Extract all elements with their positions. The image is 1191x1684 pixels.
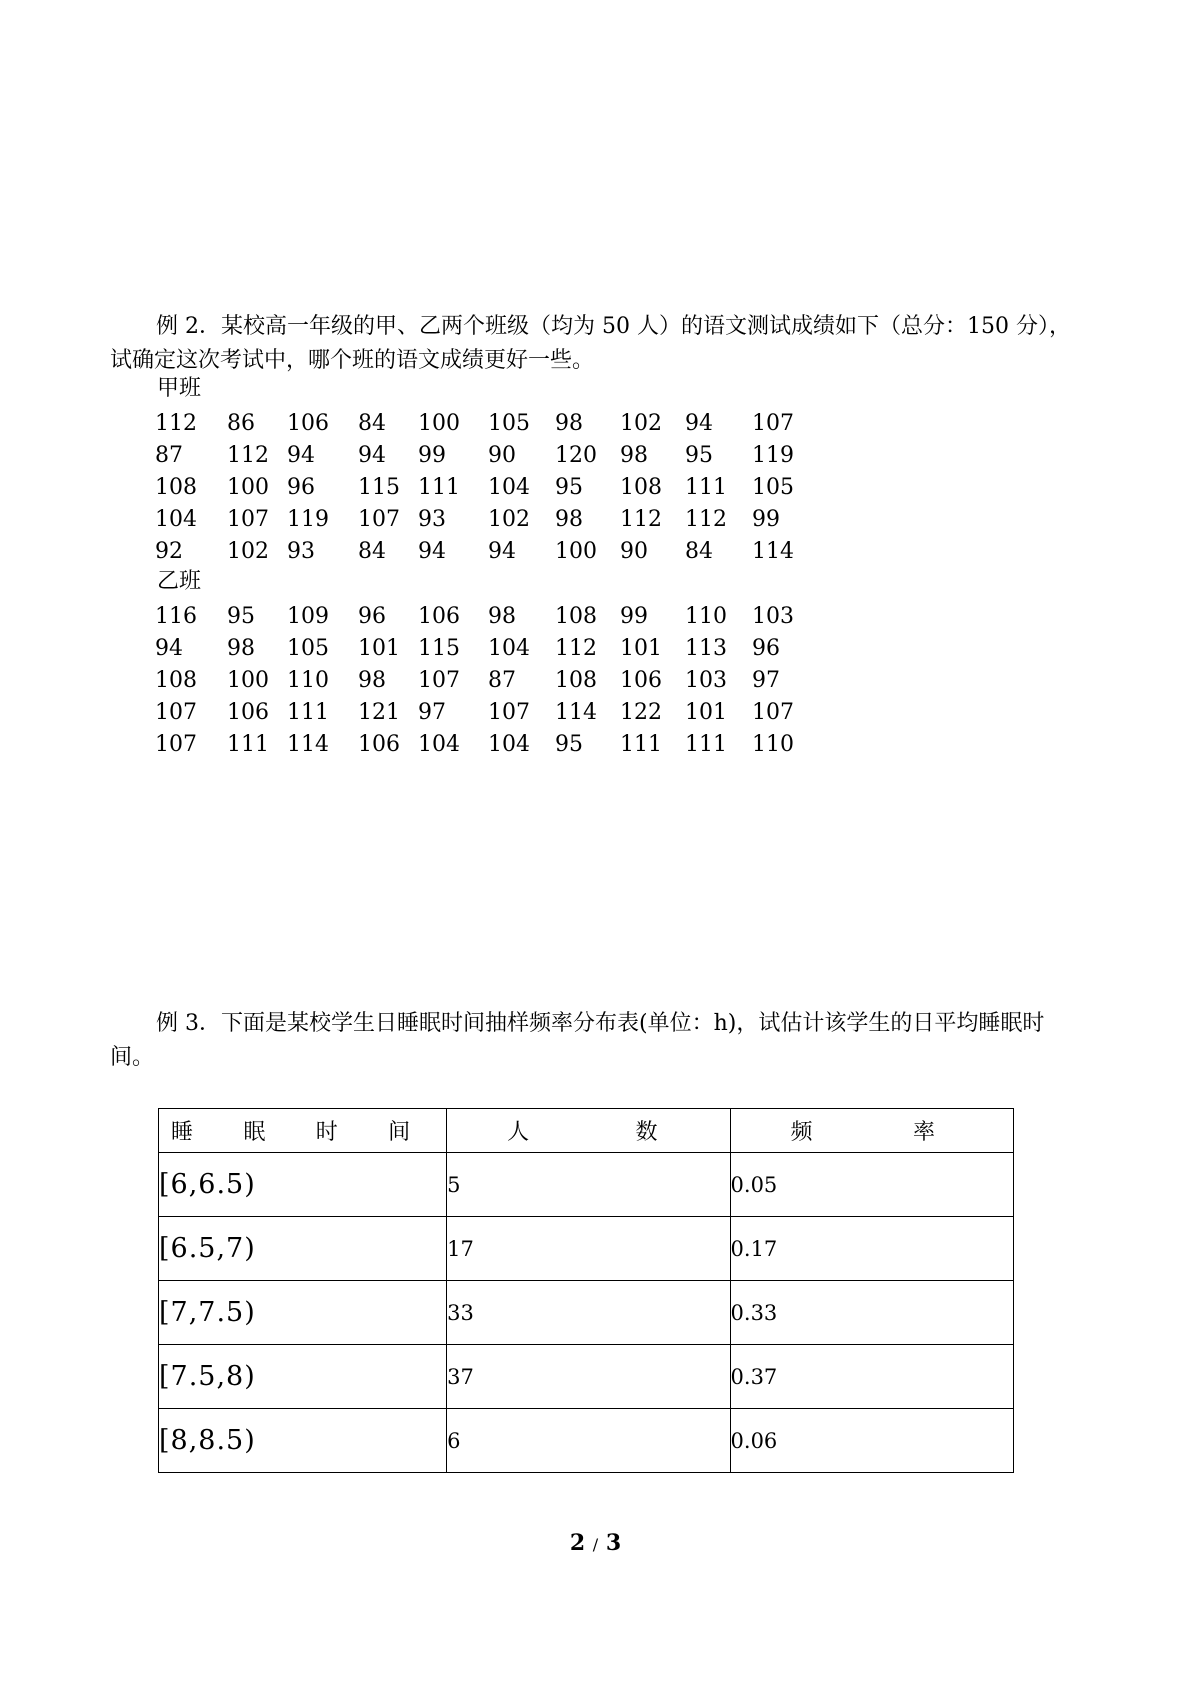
header-sleep-time-chars: [159, 1115, 446, 1146]
score-cell: 97: [418, 700, 446, 725]
score-cell: 109: [287, 604, 329, 629]
frequency-cell: 0.37: [730, 1345, 1013, 1409]
score-cell: 95: [555, 732, 583, 757]
score-cell: 94: [418, 539, 446, 564]
score-cell: 96: [287, 475, 315, 500]
header-char: 率: [912, 1120, 935, 1145]
interval-cell: [6,6.5): [159, 1153, 447, 1217]
score-cell: 112: [620, 507, 662, 532]
count-cell: 37: [447, 1345, 730, 1409]
class-a-score-row: [155, 472, 815, 504]
header-char: 数: [635, 1120, 658, 1145]
score-cell: 107: [358, 507, 400, 532]
score-cell: 98: [555, 411, 583, 436]
score-cell: 115: [418, 636, 460, 661]
score-cell: 104: [488, 636, 530, 661]
example-2-text: 例 2．某校高一年级的甲、乙两个班级（均为 50 人）的语文测试成绩如下（总分：150 分），试确定这次考试中，哪个班的语文成绩更好一些。: [110, 314, 1071, 373]
class-b-score-row: [155, 601, 815, 633]
score-cell: 114: [287, 732, 329, 757]
score-cell: 119: [752, 443, 794, 468]
class-a-score-row: [155, 408, 815, 440]
score-cell: 103: [685, 668, 727, 693]
score-cell: 98: [227, 636, 255, 661]
header-char: 睡: [171, 1120, 194, 1145]
class-a-score-row: [155, 440, 815, 472]
score-cell: 90: [620, 539, 648, 564]
header-frequency: [730, 1109, 1013, 1153]
score-cell: 108: [555, 604, 597, 629]
score-cell: 100: [227, 475, 269, 500]
score-cell: 107: [752, 411, 794, 436]
score-cell: 101: [685, 700, 727, 725]
score-cell: 104: [488, 732, 530, 757]
table-header-row: [159, 1109, 1014, 1153]
score-cell: 98: [555, 507, 583, 532]
table-row: [159, 1345, 1014, 1409]
score-cell: 94: [358, 443, 386, 468]
class-b-score-row: [155, 729, 815, 761]
score-cell: 98: [620, 443, 648, 468]
class-b-score-row: [155, 697, 815, 729]
score-cell: 106: [287, 411, 329, 436]
class-a-score-grid: [155, 408, 815, 568]
score-cell: 114: [752, 539, 794, 564]
header-char: 频: [790, 1120, 813, 1145]
score-cell: 112: [155, 411, 197, 436]
score-cell: 108: [155, 475, 197, 500]
sleep-frequency-table: [158, 1108, 1014, 1473]
interval-cell: [7.5,8): [159, 1345, 447, 1409]
score-cell: 110: [752, 732, 794, 757]
score-cell: 111: [227, 732, 269, 757]
table-row: [159, 1217, 1014, 1281]
score-cell: 107: [488, 700, 530, 725]
score-cell: 111: [620, 732, 662, 757]
score-cell: 99: [752, 507, 780, 532]
score-cell: 84: [358, 411, 386, 436]
score-cell: 84: [358, 539, 386, 564]
score-cell: 108: [620, 475, 662, 500]
score-cell: 107: [752, 700, 794, 725]
score-cell: 92: [155, 539, 183, 564]
score-cell: 87: [488, 668, 516, 693]
interval-cell: [7,7.5): [159, 1281, 447, 1345]
score-cell: 111: [685, 475, 727, 500]
header-frequency-chars: [731, 1115, 1013, 1146]
score-cell: 114: [555, 700, 597, 725]
count-cell: 17: [447, 1217, 730, 1281]
page-current: 2: [569, 1530, 586, 1556]
score-cell: 102: [620, 411, 662, 436]
score-cell: 95: [227, 604, 255, 629]
score-cell: 102: [488, 507, 530, 532]
score-cell: 111: [685, 732, 727, 757]
score-cell: 97: [752, 668, 780, 693]
score-cell: 106: [358, 732, 400, 757]
score-cell: 105: [488, 411, 530, 436]
score-cell: 98: [488, 604, 516, 629]
score-cell: 105: [287, 636, 329, 661]
score-cell: 110: [685, 604, 727, 629]
score-cell: 104: [488, 475, 530, 500]
score-cell: 108: [155, 668, 197, 693]
header-count: [447, 1109, 730, 1153]
class-a-score-row: [155, 504, 815, 536]
header-char: 眠: [243, 1120, 266, 1145]
score-cell: 107: [418, 668, 460, 693]
score-cell: 94: [287, 443, 315, 468]
score-cell: 112: [227, 443, 269, 468]
score-cell: 96: [752, 636, 780, 661]
score-cell: 107: [227, 507, 269, 532]
interval-cell: [6.5,7): [159, 1217, 447, 1281]
count-cell: 33: [447, 1281, 730, 1345]
class-b-label: 乙班: [157, 569, 202, 594]
frequency-cell: 0.06: [730, 1409, 1013, 1473]
class-b-score-row: [155, 633, 815, 665]
score-cell: 98: [358, 668, 386, 693]
score-cell: 86: [227, 411, 255, 436]
score-cell: 101: [620, 636, 662, 661]
interval-cell: [8,8.5): [159, 1409, 447, 1473]
score-cell: 96: [358, 604, 386, 629]
score-cell: 94: [685, 411, 713, 436]
count-cell: 5: [447, 1153, 730, 1217]
score-cell: 113: [685, 636, 727, 661]
score-cell: 102: [227, 539, 269, 564]
table-row: [159, 1153, 1014, 1217]
score-cell: 111: [287, 700, 329, 725]
header-sleep-time: [159, 1109, 447, 1153]
score-cell: 106: [620, 668, 662, 693]
class-a-label: 甲班: [157, 376, 202, 401]
score-cell: 116: [155, 604, 197, 629]
header-char: 时: [315, 1120, 338, 1145]
score-cell: 119: [287, 507, 329, 532]
score-cell: 112: [685, 507, 727, 532]
score-cell: 99: [418, 443, 446, 468]
frequency-cell: 0.33: [730, 1281, 1013, 1345]
score-cell: 95: [555, 475, 583, 500]
frequency-cell: 0.05: [730, 1153, 1013, 1217]
score-cell: 99: [620, 604, 648, 629]
score-cell: 100: [555, 539, 597, 564]
score-cell: 93: [287, 539, 315, 564]
score-cell: 103: [752, 604, 794, 629]
score-cell: 122: [620, 700, 662, 725]
score-cell: 100: [227, 668, 269, 693]
class-b-score-grid: [155, 601, 815, 761]
score-cell: 106: [418, 604, 460, 629]
class-a-score-row: [155, 536, 815, 568]
score-cell: 87: [155, 443, 183, 468]
score-cell: 94: [155, 636, 183, 661]
table-row: [159, 1281, 1014, 1345]
header-char: 人: [507, 1120, 530, 1145]
score-cell: 112: [555, 636, 597, 661]
header-char: 间: [388, 1120, 411, 1145]
score-cell: 100: [418, 411, 460, 436]
score-cell: 90: [488, 443, 516, 468]
header-count-chars: [447, 1115, 729, 1146]
count-cell: 6: [447, 1409, 730, 1473]
page-separator: /: [592, 1535, 599, 1554]
score-cell: 110: [287, 668, 329, 693]
page-number: [0, 1530, 1191, 1556]
score-cell: 104: [155, 507, 197, 532]
score-cell: 93: [418, 507, 446, 532]
score-cell: 115: [358, 475, 400, 500]
score-cell: 106: [227, 700, 269, 725]
page-total: 3: [605, 1530, 622, 1556]
score-cell: 101: [358, 636, 400, 661]
score-cell: 111: [418, 475, 460, 500]
score-cell: 120: [555, 443, 597, 468]
score-cell: 104: [418, 732, 460, 757]
score-cell: 94: [488, 539, 516, 564]
score-cell: 121: [358, 700, 400, 725]
table-row: [159, 1409, 1014, 1473]
score-cell: 107: [155, 732, 197, 757]
score-cell: 107: [155, 700, 197, 725]
score-cell: 95: [685, 443, 713, 468]
score-cell: 84: [685, 539, 713, 564]
class-b-score-row: [155, 665, 815, 697]
score-cell: 105: [752, 475, 794, 500]
example-3-text: 例 3．下面是某校学生日睡眠时间抽样频率分布表(单位：h)，试估计该学生的日平均睡眠时间。: [110, 1011, 1045, 1070]
score-cell: 108: [555, 668, 597, 693]
frequency-cell: 0.17: [730, 1217, 1013, 1281]
